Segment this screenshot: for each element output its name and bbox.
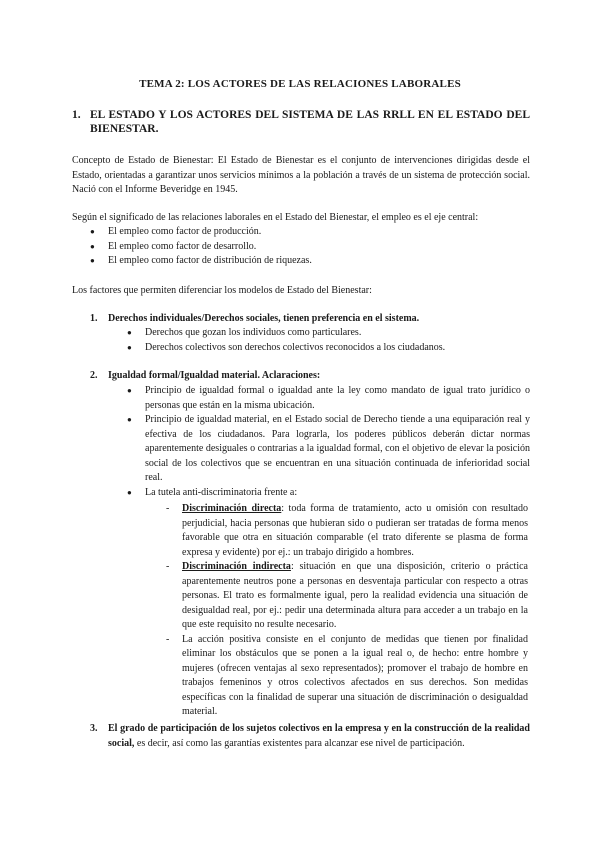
discrimination-direct xyxy=(162,502,528,560)
list-item: ● El empleo como factor de distribución de riquezas. xyxy=(90,254,530,269)
list-item: ● El empleo como factor de desarrollo. xyxy=(90,240,530,255)
factor-2-list xyxy=(127,384,530,500)
text-indirect: : situación en que una disposición, criterio o práctica aparentemente neutros pone a personas en desventaja particular con respecto a otras personas. El trato es formalmente igual, pero la realidad evidencia una situación de desigualdad real, por ej.: pedir una determinada altura para acceder a un trabajo en la que este requisito no resulte necesario. xyxy=(182,561,528,630)
factor-2-heading: Igualdad formal/Igualdad material. Aclaraciones: xyxy=(108,370,321,381)
term-indirect: Discriminación indirecta xyxy=(182,561,291,572)
document-title: TEMA 2: LOS ACTORES DE LAS RELACIONES LABORALES xyxy=(139,78,461,90)
section-1-number: 1. xyxy=(72,109,81,121)
concept-paragraph: Concepto de Estado de Bienestar: El Estado de Bienestar es el conjunto de intervenciones dirigidas desde el Estado, orientadas a garantizar unos servicios mínimos a la población a través de un sistema de protección social. Nació con el Informe Beveridge en 1945. xyxy=(72,155,530,195)
list-item: ● La tutela anti-discriminatoria frente a: xyxy=(127,486,530,501)
factor-2-number: 2. xyxy=(90,370,98,381)
factors-intro: Los factores que permiten diferenciar los modelos de Estado del Bienestar: xyxy=(72,285,372,296)
list-item: ● Derechos colectivos son derechos colectivos reconocidos a los ciudadanos. xyxy=(127,341,530,356)
factor-1 xyxy=(90,312,530,327)
factor-3-rest: es decir, así como las garantías existentes para alcanzar ese nivel de participación. xyxy=(134,737,465,749)
factor-1-list xyxy=(127,326,530,355)
section-1-title: EL ESTADO Y LOS ACTORES DEL SISTEMA DE LAS RRLL EN EL ESTADO DEL BIENESTAR. xyxy=(90,109,530,135)
list-item: ● Principio de igualdad material, en el Estado social de Derecho tiende a una equiparación real y efectiva de los ciudadanos. Para lograrla, los poderes públicos deberán dictar normas aparentemente desiguales o contrarias a la igualdad formal, con el objetivo de elevar la posición social de los colectivos que se encuentran en una situación continuada de inferioridad social real. xyxy=(127,413,530,486)
list-item: ● Derechos que gozan los individuos como particulares. xyxy=(127,326,530,341)
section-1-heading xyxy=(72,108,530,136)
positive-action xyxy=(162,633,528,720)
text-direct: : toda forma de tratamiento, acto u omisión con resultado perjudicial, hacia personas que hubieran sido o pudieran ser tratadas de forma menos favorable que otra en situación comparable (el trato diferente se plasma de forma expresa y evidente) por ej.: un trabajo dirigido a hombres. xyxy=(182,503,528,558)
factor-3-number: 3. xyxy=(90,723,98,734)
factor-3-heading: El grado de participación de los sujetos colectivos en la empresa y en la construcción de la realidad social, xyxy=(108,723,530,749)
term-direct: Discriminación directa xyxy=(182,503,282,514)
factor-2 xyxy=(90,369,530,384)
list-item: ● Principio de igualdad formal o igualdad ante la ley como mandato de igual trato jurídico o personas que están en la misma ubicación. xyxy=(127,384,530,413)
employment-intro: Según el significado de las relaciones laborales en el Estado del Bienestar, el empleo es el eje central: xyxy=(72,212,479,223)
discrimination-indirect xyxy=(162,560,528,633)
list-item: ● El empleo como factor de producción. xyxy=(90,225,530,240)
factor-3 xyxy=(90,722,530,751)
discrimination-list xyxy=(162,502,528,720)
employment-list xyxy=(90,225,530,269)
factor-1-heading: Derechos individuales/Derechos sociales, tienen preferencia en el sistema. xyxy=(108,313,420,324)
factor-1-number: 1. xyxy=(90,313,98,324)
text-positive-action: La acción positiva consiste en el conjunto de medidas que tienen por finalidad eliminar los obstáculos que se ponen a la igual real o, de hecho: entre hombre y mujeres (ofrecen ventajas al sexo representados); promover el trabajo de hombre en trabajos femeninos y otros colectivos afectados en sus derechos. Son medidas específicas con la finalidad de superar una situación de discriminación o desigualdad material. xyxy=(182,633,528,717)
factor-3-text xyxy=(90,722,530,751)
